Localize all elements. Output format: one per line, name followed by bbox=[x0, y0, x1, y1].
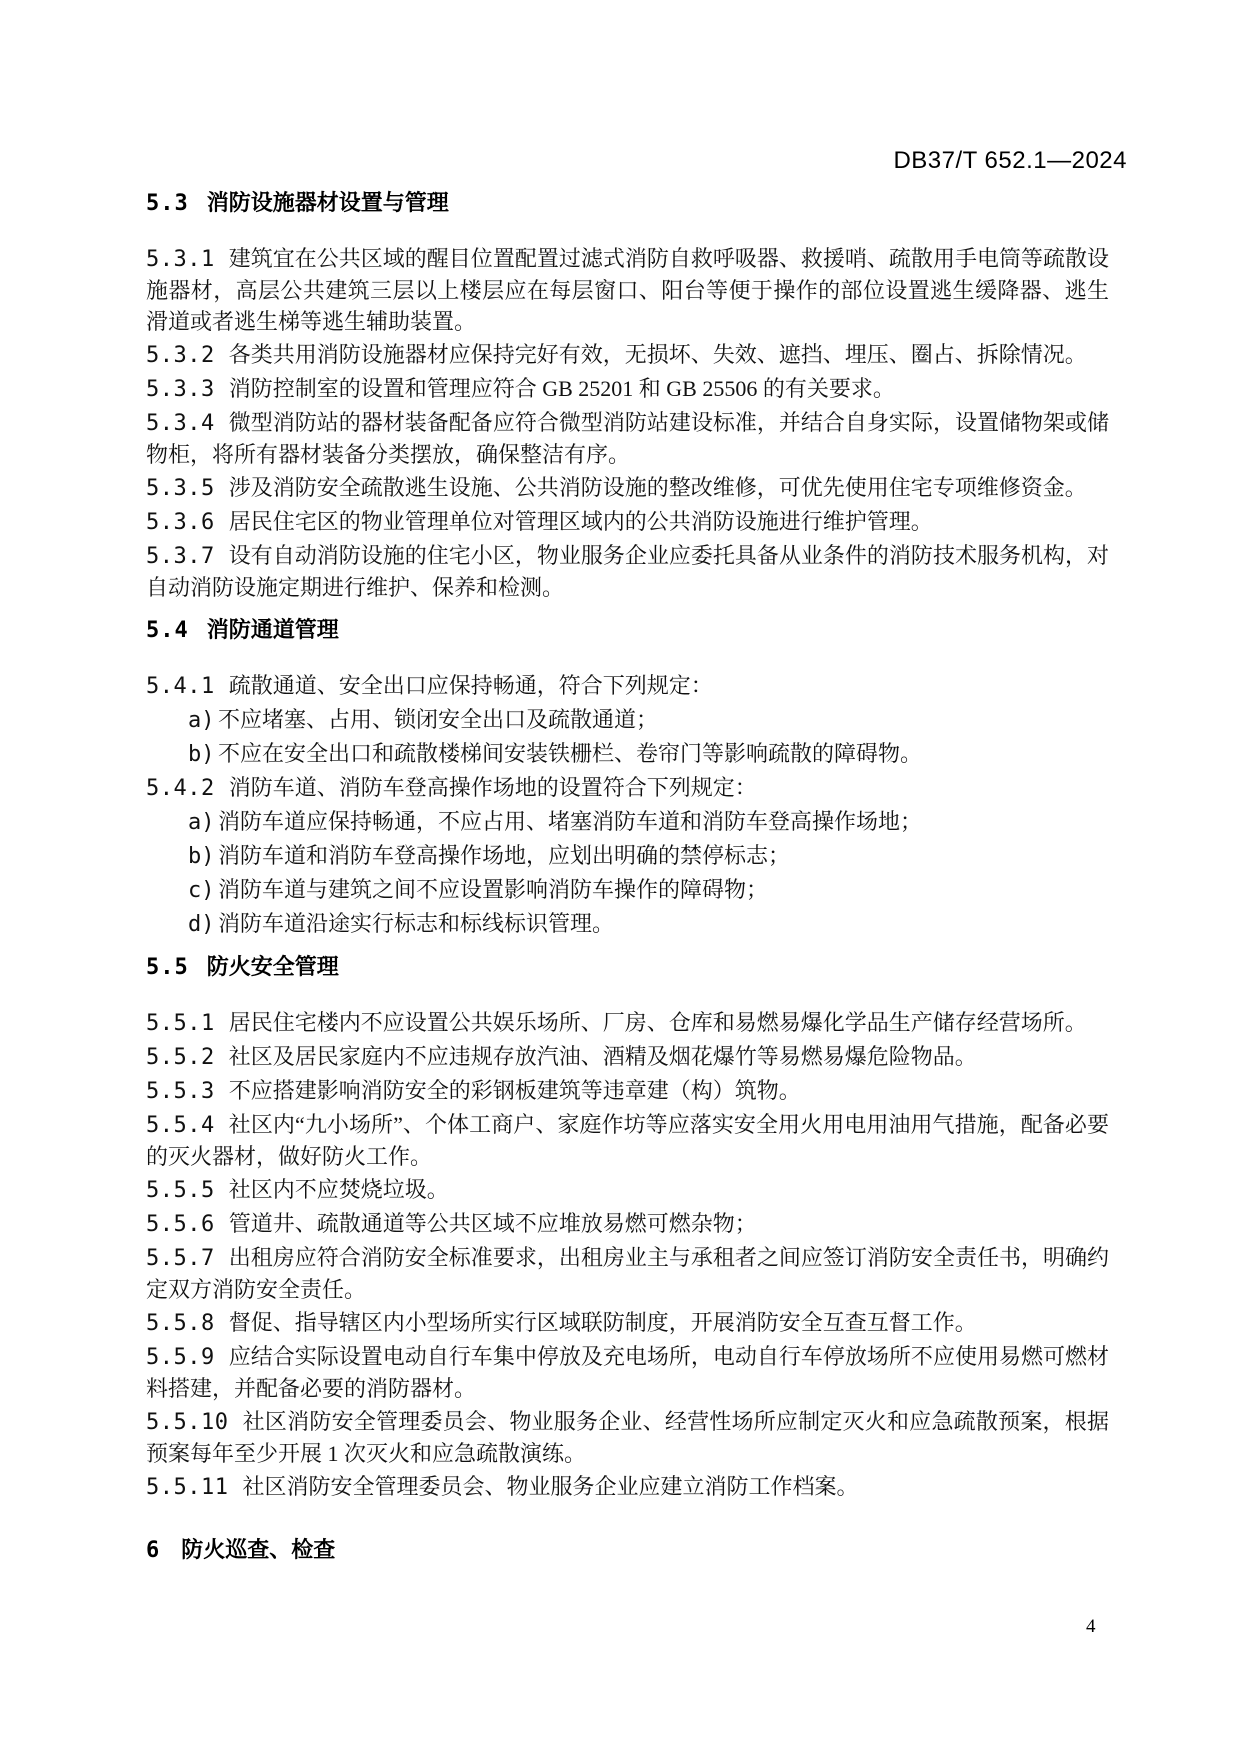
clause-text: 消防车道沿途实行标志和标线标识管理。 bbox=[218, 911, 615, 936]
page-number: 4 bbox=[1086, 1616, 1096, 1637]
clause-5.3.6 bbox=[146, 506, 1109, 538]
item-marker: a) bbox=[188, 810, 215, 835]
clause-number: 5.3.5 bbox=[146, 476, 215, 501]
clause-5.5.10 bbox=[146, 1406, 1109, 1469]
clause-number: 5.5.9 bbox=[146, 1345, 215, 1370]
clause-number: 5.5.7 bbox=[146, 1246, 215, 1271]
list-item-c bbox=[146, 874, 1109, 906]
clause-text: 疏散通道、安全出口应保持畅通，符合下列规定： bbox=[228, 673, 713, 698]
clause-5.3.1 bbox=[146, 243, 1109, 337]
clause-text: 各类共用消防设施器材应保持完好有效，无损坏、失效、遮挡、埋压、圈占、拆除情况。 bbox=[228, 342, 1087, 367]
clause-number: 5.3.4 bbox=[146, 411, 215, 436]
clause-text: 社区内不应焚烧垃圾。 bbox=[228, 1177, 449, 1202]
section-heading-5.5 bbox=[146, 952, 1109, 983]
clause-number: 5.4.1 bbox=[146, 674, 215, 699]
heading-title: 防火安全管理 bbox=[206, 954, 339, 979]
clause-number: 5.3.6 bbox=[146, 510, 215, 535]
clause-text: 消防车道和消防车登高操作场地，应划出明确的禁停标志； bbox=[218, 843, 791, 868]
heading-title: 消防通道管理 bbox=[206, 617, 339, 642]
document-number: DB37/T 652.1—2024 bbox=[893, 147, 1127, 174]
clause-text: 设有自动消防设施的住宅小区，物业服务企业应委托具备从业条件的消防技术服务机构，对自动消防设施定期进行维护、保养和检测。 bbox=[146, 543, 1109, 600]
heading-title: 消防设施器材设置与管理 bbox=[206, 190, 449, 215]
section-heading-5.4 bbox=[146, 615, 1109, 646]
clause-number: 5.4 bbox=[146, 618, 189, 643]
list-item-b bbox=[146, 840, 1109, 872]
clause-number: 5.5.6 bbox=[146, 1212, 215, 1237]
list-item-d bbox=[146, 908, 1109, 940]
clause-number: 5.5.3 bbox=[146, 1079, 215, 1104]
clause-number: 5.5.5 bbox=[146, 1178, 215, 1203]
clause-number: 6 bbox=[146, 1538, 160, 1563]
clause-number: 5.5.11 bbox=[146, 1475, 229, 1500]
clause-5.5.9 bbox=[146, 1341, 1109, 1404]
clause-text: 出租房应符合消防安全标准要求，出租房业主与承租者之间应签订消防安全责任书，明确约定双方消防安全责任。 bbox=[146, 1245, 1109, 1302]
list-item-a bbox=[146, 704, 1109, 736]
clause-number: 5.5.1 bbox=[146, 1011, 215, 1036]
clause-text: 不应在安全出口和疏散楼梯间安装铁栅栏、卷帘门等影响疏散的障碍物。 bbox=[218, 741, 923, 766]
item-marker: a) bbox=[188, 708, 215, 733]
clause-5.3.7 bbox=[146, 540, 1109, 603]
item-marker: c) bbox=[188, 878, 215, 903]
clause-number: 5.5.8 bbox=[146, 1311, 215, 1336]
clause-text: 社区消防安全管理委员会、物业服务企业应建立消防工作档案。 bbox=[242, 1474, 859, 1499]
clause-5.3.3 bbox=[146, 373, 1109, 405]
clause-text: 不应搭建影响消防安全的彩钢板建筑等违章建（构）筑物。 bbox=[228, 1078, 801, 1103]
section-heading-5.3 bbox=[146, 188, 1109, 219]
clause-number: 5.3 bbox=[146, 191, 189, 216]
list-item-a bbox=[146, 806, 1109, 838]
clause-number: 5.3.2 bbox=[146, 343, 215, 368]
clause-number: 5.5 bbox=[146, 955, 189, 980]
clause-5.5.4 bbox=[146, 1109, 1109, 1172]
clause-text: 消防车道应保持畅通，不应占用、堵塞消防车道和消防车登高操作场地； bbox=[218, 809, 923, 834]
clause-5.5.8 bbox=[146, 1307, 1109, 1339]
clause-text: 消防车道、消防车登高操作场地的设置符合下列规定： bbox=[228, 775, 757, 800]
clause-text: 建筑宜在公共区域的醒目位置配置过滤式消防自救呼吸器、救援哨、疏散用手电筒等疏散设施器材，高层公共建筑三层以上楼层应在每层窗口、阳台等便于操作的部位设置逃生缓降器、逃生滑道或者逃生梯等逃生辅助装置。 bbox=[146, 246, 1109, 334]
clause-number: 5.5.4 bbox=[146, 1113, 215, 1138]
clause-text: 消防车道与建筑之间不应设置影响消防车操作的障碍物； bbox=[218, 877, 769, 902]
clause-5.5.2 bbox=[146, 1041, 1109, 1073]
clause-5.5.11 bbox=[146, 1471, 1109, 1503]
clause-5.4.1 bbox=[146, 670, 1109, 702]
clause-5.5.1 bbox=[146, 1007, 1109, 1039]
clause-text: 不应堵塞、占用、锁闭安全出口及疏散通道； bbox=[218, 707, 659, 732]
clause-number: 5.3.3 bbox=[146, 377, 215, 402]
clause-text: 涉及消防安全疏散逃生设施、公共消防设施的整改维修，可优先使用住宅专项维修资金。 bbox=[228, 475, 1087, 500]
clause-text: 督促、指导辖区内小型场所实行区域联防制度，开展消防安全互查互督工作。 bbox=[228, 1310, 977, 1335]
clause-5.3.2 bbox=[146, 339, 1109, 371]
clause-number: 5.3.1 bbox=[146, 247, 215, 272]
clause-number: 5.4.2 bbox=[146, 776, 215, 801]
document-body bbox=[146, 0, 1109, 1590]
clause-text: 社区消防安全管理委员会、物业服务企业、经营性场所应制定灭火和应急疏散预案，根据预案每年至少开展 1 次灭火和应急疏散演练。 bbox=[146, 1409, 1109, 1466]
clause-5.4.2 bbox=[146, 772, 1109, 804]
clause-text: 社区内“九小场所”、个体工商户、家庭作坊等应落实安全用火用电用油用气措施，配备必要的灭火器材，做好防火工作。 bbox=[146, 1112, 1109, 1169]
clause-text: 社区及居民家庭内不应违规存放汽油、酒精及烟花爆竹等易燃易爆危险物品。 bbox=[228, 1044, 977, 1069]
clause-5.5.7 bbox=[146, 1242, 1109, 1305]
section-heading-6 bbox=[146, 1535, 1109, 1566]
clause-5.5.5 bbox=[146, 1174, 1109, 1206]
clause-number: 5.3.7 bbox=[146, 544, 215, 569]
clause-text: 居民住宅楼内不应设置公共娱乐场所、厂房、仓库和易燃易爆化学品生产储存经营场所。 bbox=[228, 1010, 1087, 1035]
heading-title: 防火巡查、检查 bbox=[181, 1537, 336, 1562]
clause-5.3.5 bbox=[146, 472, 1109, 504]
clause-number: 5.5.10 bbox=[146, 1410, 229, 1435]
list-item-b bbox=[146, 738, 1109, 770]
clause-5.5.6 bbox=[146, 1208, 1109, 1240]
clause-text: 消防控制室的设置和管理应符合 GB 25201 和 GB 25506 的有关要求。 bbox=[228, 376, 895, 401]
clause-text: 微型消防站的器材装备配备应符合微型消防站建设标准，并结合自身实际，设置储物架或储物柜，将所有器材装备分类摆放，确保整洁有序。 bbox=[146, 410, 1109, 467]
item-marker: d) bbox=[188, 912, 215, 937]
clause-text: 应结合实际设置电动自行车集中停放及充电场所，电动自行车停放场所不应使用易燃可燃材料搭建，并配备必要的消防器材。 bbox=[146, 1344, 1109, 1401]
clause-number: 5.5.2 bbox=[146, 1045, 215, 1070]
clause-text: 管道井、疏散通道等公共区域不应堆放易燃可燃杂物； bbox=[228, 1211, 757, 1236]
clause-text: 居民住宅区的物业管理单位对管理区域内的公共消防设施进行维护管理。 bbox=[228, 509, 933, 534]
clause-5.3.4 bbox=[146, 407, 1109, 470]
clause-5.5.3 bbox=[146, 1075, 1109, 1107]
item-marker: b) bbox=[188, 844, 215, 869]
item-marker: b) bbox=[188, 742, 215, 767]
